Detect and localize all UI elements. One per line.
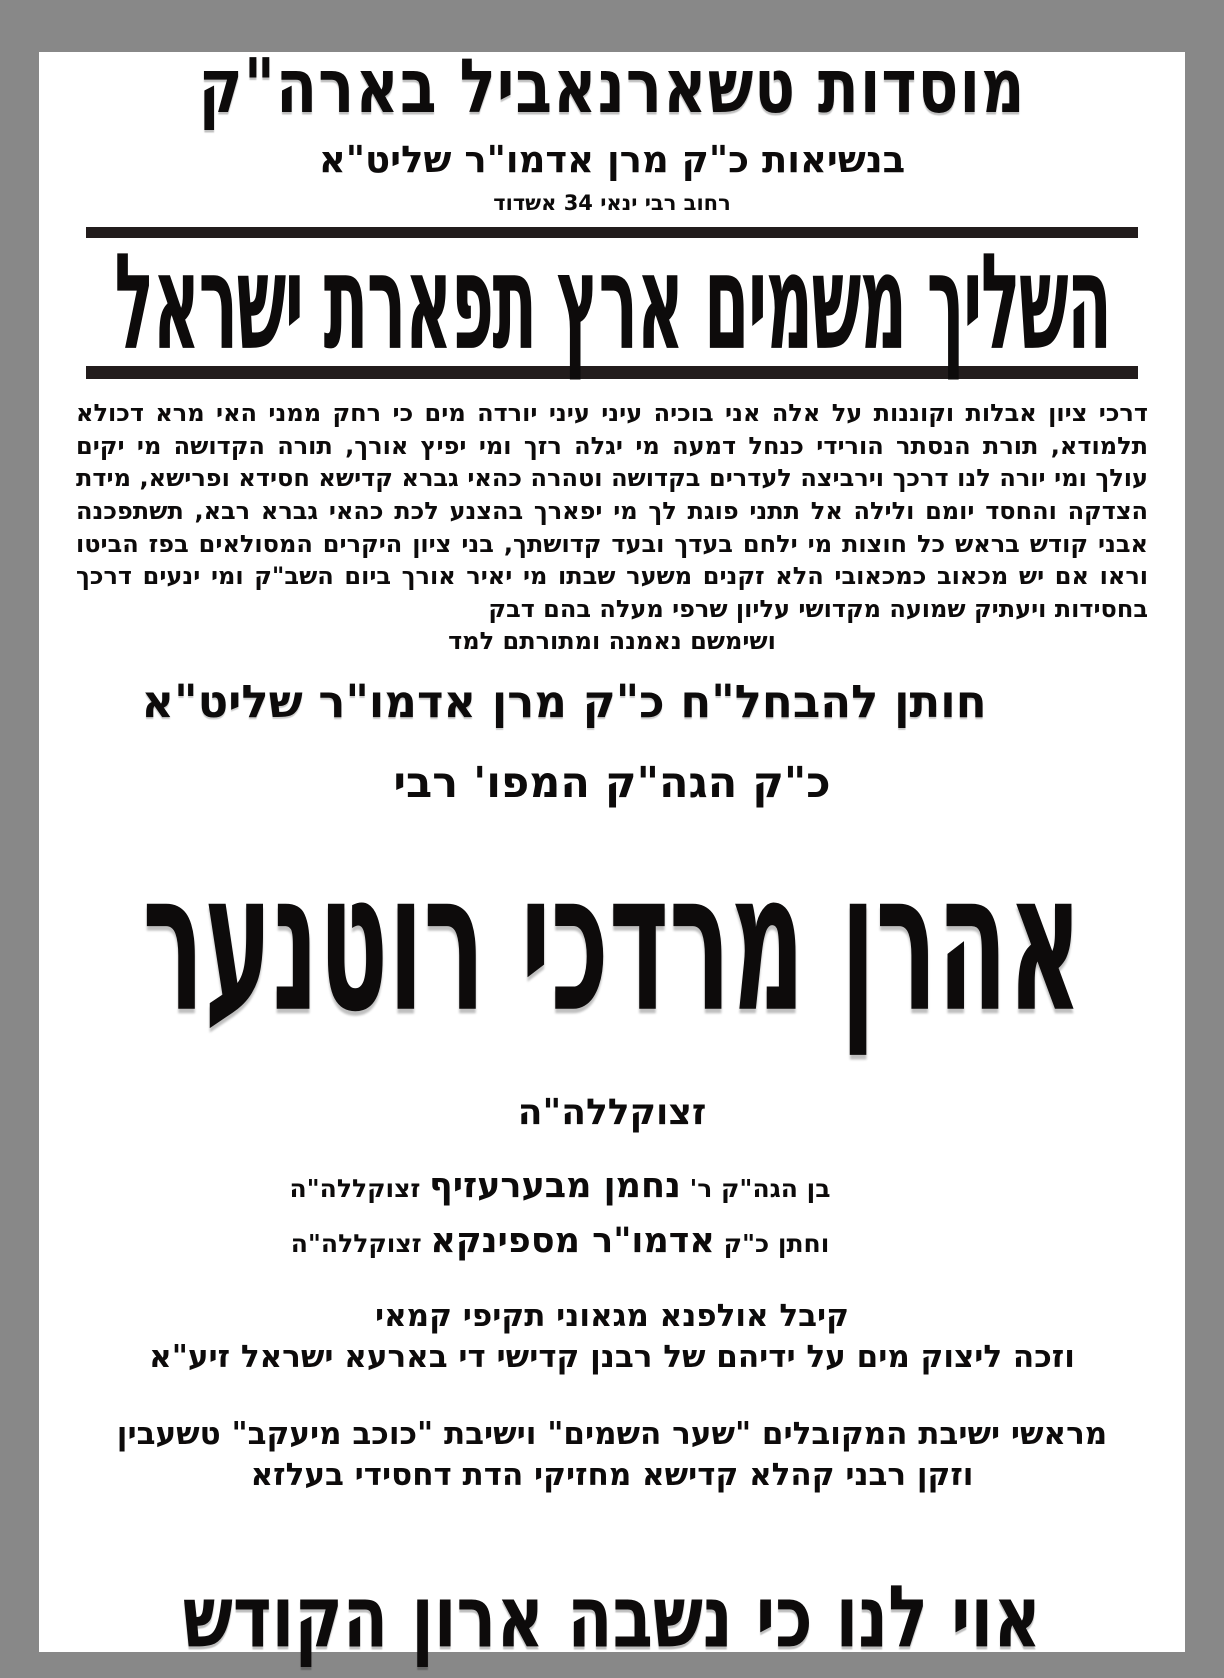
biography-group-torah [39,1296,1185,1378]
yeshiva-heads-line: מראשי ישיבת המקובלים "שער השמים" וישיבת "כוכב מיעקב" טשעבין [116,1415,1108,1452]
deceased-name [39,831,1185,1056]
headline-text: השליך משמים ארץ תפארת ישראל [113,224,1110,380]
received-torah-line: קיבל אולפנא מגאוני תקיפי קמאי [374,1297,850,1334]
father-in-law-suffix: זצוקללה"ה [290,1228,422,1258]
father-lineage-line [0,1159,1133,1213]
lineage-block [0,1159,1133,1268]
father-in-law-prefix: וחתן כ"ק [723,1228,830,1258]
belz-elder-line: וזקן רבני קהלא קדישא מחזיקי הדת דחסידי בעלזא [250,1456,974,1493]
headline-banner [39,224,1185,380]
address-line: רחוב רבי ינאי 34 אשדוד [493,191,731,215]
relation-line: חותן להבחל"ח כ"ק מרן אדמו"ר שליט"א [141,675,987,729]
organization-title: מוסדות טשארנאביל בארה"ק [198,43,1026,131]
poured-water-line: וזכה ליצוק מים על ידיהם של רבנן קדישי די בארעא ישראל זיע"א [149,1338,1075,1375]
eulogy-closing-line: ושימשם נאמנה ומתורתם למד [448,627,776,656]
father-in-law-lineage-line [0,1214,1133,1268]
lament-line [39,1558,1185,1678]
biography-group-positions [39,1414,1185,1496]
honorific-line: כ"ק הגה"ק המפו' רבי [393,758,831,809]
father-suffix: זצוקללה"ה [289,1174,421,1204]
father-prefix: בן הגה"ק ר' [689,1174,831,1204]
lament-text: אוי לנו כי נשבה ארון הקודש [182,1567,1042,1668]
mourning-poster [39,43,1185,1668]
posthumous-honorific: זצוקללה"ה [517,1092,707,1134]
eulogy-paragraph: דרכי ציון אבלות וקוננות על אלה אני בוכיה עיני עיני יורדה מים כי רחק ממני האי מרא דכולא תלמודא, תורת הנסתר הורידי כנחל דמעה מי יגלה רזך ומי יפיץ אורך, תורה הקדושה מי יקים עולך ומי יורה לנו דרכך וירביצה לעדרים בקדושה וטהרה כהאי גברא קדישא חסידא ופרישא, מידת הצדקה והחסד יומם ולילה אל תתני פוגת לך מי יפארך בהצנע לכת כהאי גברא רבא, תשתפכנה אבני קודש בראש כל חוצות מי ילחם בעדך ובעד קדושתך, בני ציון היקרים המסולאים בפז הביטו וראו אם יש מכאוב כמכאובי הלא זקנים משער שבתו מי יאיר אורך ביום השב"ק ומי ינעים דרכך בחסידות ויעתיק שמועה מקדושי עליון שרפי מעלה בהם דבק [76,399,1148,623]
father-in-law-name: אדמו"ר מספינקא [430,1220,715,1261]
presidency-line: בנשיאות כ"ק מרן אדמו"ר שליט"א [318,138,906,181]
headline-block [39,224,1185,380]
father-name: נחמן מבערעזיף [429,1166,681,1207]
deceased-name-text: אהרן מרדכי רוטנער [142,831,1082,1056]
